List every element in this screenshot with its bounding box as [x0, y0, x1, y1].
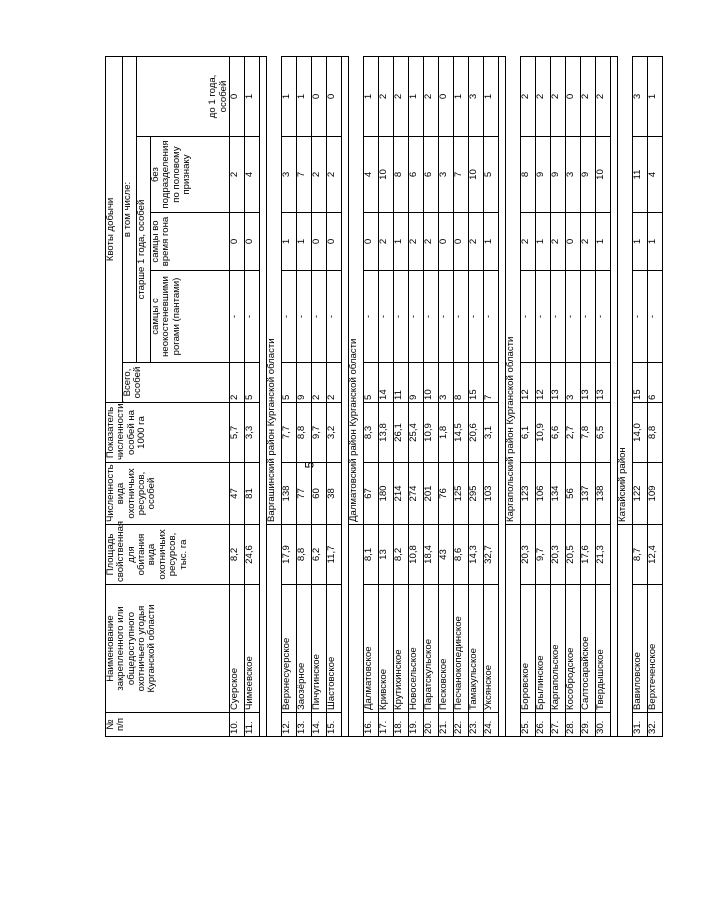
- header-males: самцы с неокостеневшими рогами (пантами): [151, 271, 230, 363]
- cell-area: 21,3: [596, 525, 611, 585]
- cell-young: 2: [536, 56, 551, 136]
- header-count: Численность вида охотничьих ресурсов, особей: [106, 463, 230, 525]
- cell-males: -: [297, 271, 312, 363]
- cell-total: 13: [551, 363, 566, 403]
- cell-nosex: 8: [521, 137, 536, 213]
- cell-young: 1: [484, 56, 499, 136]
- cell-no: 26.: [536, 713, 551, 737]
- cell-total: 2: [312, 363, 327, 403]
- cell-young: 1: [409, 56, 424, 136]
- cell-males: -: [581, 271, 596, 363]
- cell-rut: 0: [245, 213, 260, 271]
- cell-total: 5: [245, 363, 260, 403]
- cell-rut: 2: [551, 213, 566, 271]
- table-row: [245, 56, 260, 736]
- cell-no: 15.: [327, 713, 342, 737]
- cell-count: 134: [551, 463, 566, 525]
- table-row: [282, 56, 297, 736]
- cell-count: 109: [648, 463, 663, 525]
- cell-males: -: [633, 271, 648, 363]
- cell-males: -: [282, 271, 297, 363]
- cell-area: 12,4: [648, 525, 663, 585]
- header-older: старше 1 года, особей: [137, 137, 151, 363]
- cell-nosex: 2: [312, 137, 327, 213]
- cell-nosex: 10: [379, 137, 394, 213]
- cell-no: 29.: [581, 713, 596, 737]
- cell-density: 8,8: [297, 403, 312, 463]
- cell-rut: 0: [327, 213, 342, 271]
- cell-area: 8,2: [394, 525, 409, 585]
- cell-young: 0: [566, 56, 581, 136]
- cell-name: Новосельское: [409, 585, 424, 713]
- cell-density: 25,4: [409, 403, 424, 463]
- cell-males: -: [596, 271, 611, 363]
- cell-young: 2: [596, 56, 611, 136]
- cell-rut: 2: [424, 213, 439, 271]
- cell-no: 31.: [633, 713, 648, 737]
- cell-density: 3,2: [327, 403, 342, 463]
- cell-no: 20.: [424, 713, 439, 737]
- cell-no: 30.: [596, 713, 611, 737]
- cell-density: 7,8: [581, 403, 596, 463]
- cell-area: 18,4: [424, 525, 439, 585]
- cell-nosex: 3: [439, 137, 454, 213]
- cell-area: 14,3: [469, 525, 484, 585]
- cell-rut: 1: [394, 213, 409, 271]
- cell-count: 274: [409, 463, 424, 525]
- cell-no: 28.: [566, 713, 581, 737]
- cell-young: 2: [394, 56, 409, 136]
- cell-area: 20,3: [521, 525, 536, 585]
- header-rut: самцы во время гона: [151, 213, 230, 271]
- header-area: Площадь свойственная для обитания вида охотничьих ресурсов, тыс. га: [106, 525, 230, 585]
- cell-rut: 1: [282, 213, 297, 271]
- cell-nosex: 11: [633, 137, 648, 213]
- table-row: [424, 56, 439, 736]
- cell-males: -: [551, 271, 566, 363]
- region-row-blank: [506, 525, 521, 737]
- cell-area: 10,8: [409, 525, 424, 585]
- cell-area: 11,7: [327, 525, 342, 585]
- cell-no: 23.: [469, 713, 484, 737]
- cell-density: 7,7: [282, 403, 297, 463]
- cell-young: 2: [551, 56, 566, 136]
- cell-no: 19.: [409, 713, 424, 737]
- cell-no: 22.: [454, 713, 469, 737]
- cell-count: 38: [327, 463, 342, 525]
- table-row: [566, 56, 581, 736]
- cell-count: 47: [230, 463, 245, 525]
- cell-males: -: [566, 271, 581, 363]
- cell-no: 14.: [312, 713, 327, 737]
- cell-nosex: 5: [484, 137, 499, 213]
- cell-no: 16.: [364, 713, 379, 737]
- cell-young: 1: [454, 56, 469, 136]
- cell-name: Твердышское: [596, 585, 611, 713]
- cell-nosex: 10: [596, 137, 611, 213]
- cell-young: 0: [312, 56, 327, 136]
- cell-name: Шастовское: [327, 585, 342, 713]
- cell-rut: 0: [566, 213, 581, 271]
- cell-density: 3,3: [245, 403, 260, 463]
- cell-nosex: 7: [297, 137, 312, 213]
- table-row: [484, 56, 499, 736]
- table-row: [439, 56, 454, 736]
- cell-name: Заозёрное: [297, 585, 312, 713]
- cell-nosex: 4: [245, 137, 260, 213]
- cell-count: 76: [439, 463, 454, 525]
- cell-density: 1,8: [439, 403, 454, 463]
- table-row: [596, 56, 611, 736]
- cell-count: 60: [312, 463, 327, 525]
- table-row: [409, 56, 424, 736]
- cell-area: 8,6: [454, 525, 469, 585]
- cell-count: 214: [394, 463, 409, 525]
- cell-total: 10: [424, 363, 439, 403]
- region-row-blank: [349, 525, 364, 737]
- table-row: [379, 56, 394, 736]
- cell-area: 17,6: [581, 525, 596, 585]
- cell-name: Паратскульское: [424, 585, 439, 713]
- table-row: [327, 56, 342, 736]
- cell-count: 295: [469, 463, 484, 525]
- cell-density: 10,9: [536, 403, 551, 463]
- cell-count: 138: [282, 463, 297, 525]
- cell-count: 103: [484, 463, 499, 525]
- cell-total: 11: [394, 363, 409, 403]
- cell-total: 3: [566, 363, 581, 403]
- cell-rut: 2: [409, 213, 424, 271]
- cell-no: 13.: [297, 713, 312, 737]
- cell-area: 24,6: [245, 525, 260, 585]
- cell-count: 138: [596, 463, 611, 525]
- table-row: [536, 56, 551, 736]
- cell-nosex: 6: [409, 137, 424, 213]
- cell-males: -: [521, 271, 536, 363]
- cell-count: 122: [633, 463, 648, 525]
- cell-young: 3: [633, 56, 648, 136]
- cell-rut: 0: [364, 213, 379, 271]
- cell-nosex: 9: [551, 137, 566, 213]
- cell-no: 25.: [521, 713, 536, 737]
- header-nosex: без подразделения по половому признаку: [151, 137, 230, 213]
- cell-total: 12: [536, 363, 551, 403]
- cell-males: -: [484, 271, 499, 363]
- cell-name: Каргапольское: [551, 585, 566, 713]
- cell-rut: 1: [648, 213, 663, 271]
- cell-no: 18.: [394, 713, 409, 737]
- quota-table: [105, 56, 663, 737]
- cell-no: 12.: [282, 713, 297, 737]
- cell-name: Брылинское: [536, 585, 551, 713]
- cell-rut: 2: [469, 213, 484, 271]
- cell-area: 9,7: [536, 525, 551, 585]
- cell-no: 10.: [230, 713, 245, 737]
- cell-density: 6,1: [521, 403, 536, 463]
- cell-count: 77: [297, 463, 312, 525]
- cell-total: 12: [521, 363, 536, 403]
- header-younger: до 1 года, особей: [137, 56, 230, 136]
- cell-name: Пичугинское: [312, 585, 327, 713]
- cell-name: Суерское: [230, 585, 245, 713]
- cell-name: Тамакульское: [469, 585, 484, 713]
- page-number: 5: [302, 461, 317, 469]
- cell-count: 81: [245, 463, 260, 525]
- cell-count: 137: [581, 463, 596, 525]
- cell-density: 20,6: [469, 403, 484, 463]
- cell-rut: 1: [536, 213, 551, 271]
- region-header-row: [618, 56, 633, 736]
- header-total: Всего, особей: [123, 363, 230, 403]
- region-title: Катайский район: [618, 56, 633, 524]
- cell-rut: 2: [379, 213, 394, 271]
- cell-area: 20,5: [566, 525, 581, 585]
- cell-males: -: [327, 271, 342, 363]
- cell-total: 5: [364, 363, 379, 403]
- cell-total: 3: [439, 363, 454, 403]
- cell-name: Салтосарайское: [581, 585, 596, 713]
- cell-area: 13: [379, 525, 394, 585]
- region-title: Далматовский район Курганской области: [349, 56, 364, 524]
- rotated-table-container: [105, 57, 710, 737]
- cell-name: Верхнесуерское: [282, 585, 297, 713]
- cell-density: 6,5: [596, 403, 611, 463]
- cell-total: 9: [297, 363, 312, 403]
- cell-males: -: [230, 271, 245, 363]
- cell-rut: 1: [596, 213, 611, 271]
- cell-count: 201: [424, 463, 439, 525]
- cell-name: Кривское: [379, 585, 394, 713]
- cell-area: 8,2: [230, 525, 245, 585]
- header-incl: в том числе:: [123, 56, 137, 362]
- cell-density: 14,5: [454, 403, 469, 463]
- region-header-row: [506, 56, 521, 736]
- cell-rut: 0: [454, 213, 469, 271]
- cell-name: Кособродское: [566, 585, 581, 713]
- region-row-blank: [267, 525, 282, 737]
- cell-count: 67: [364, 463, 379, 525]
- cell-density: 2,7: [566, 403, 581, 463]
- cell-name: Вавиловское: [633, 585, 648, 713]
- cell-nosex: 10: [469, 137, 484, 213]
- cell-density: 3,1: [484, 403, 499, 463]
- cell-total: 9: [409, 363, 424, 403]
- cell-density: 6,6: [551, 403, 566, 463]
- cell-males: -: [536, 271, 551, 363]
- region-header-row: [349, 56, 364, 736]
- table-row: [454, 56, 469, 736]
- cell-total: 13: [581, 363, 596, 403]
- cell-name: Уксянское: [484, 585, 499, 713]
- cell-total: 14: [379, 363, 394, 403]
- cell-area: 43: [439, 525, 454, 585]
- group-spacer: [611, 56, 618, 736]
- cell-young: 0: [439, 56, 454, 136]
- table-row: [469, 56, 484, 736]
- cell-no: 21.: [439, 713, 454, 737]
- table-row: [297, 56, 312, 736]
- cell-density: 10,9: [424, 403, 439, 463]
- cell-area: 20,3: [551, 525, 566, 585]
- cell-density: 9,7: [312, 403, 327, 463]
- cell-nosex: 7: [454, 137, 469, 213]
- cell-area: 8,8: [297, 525, 312, 585]
- cell-males: -: [364, 271, 379, 363]
- cell-count: 56: [566, 463, 581, 525]
- cell-area: 8,7: [633, 525, 648, 585]
- cell-rut: 1: [484, 213, 499, 271]
- cell-rut: 2: [581, 213, 596, 271]
- cell-nosex: 8: [394, 137, 409, 213]
- cell-no: 11.: [245, 713, 260, 737]
- cell-nosex: 9: [581, 137, 596, 213]
- cell-males: -: [424, 271, 439, 363]
- cell-density: 14,0: [633, 403, 648, 463]
- cell-total: 2: [230, 363, 245, 403]
- cell-nosex: 3: [566, 137, 581, 213]
- cell-density: 26,1: [394, 403, 409, 463]
- cell-rut: 2: [521, 213, 536, 271]
- cell-nosex: 9: [536, 137, 551, 213]
- region-row-blank: [618, 525, 633, 737]
- cell-young: 1: [297, 56, 312, 136]
- cell-total: 2: [327, 363, 342, 403]
- cell-no: 17.: [379, 713, 394, 737]
- cell-rut: 1: [633, 213, 648, 271]
- cell-name: Песковское: [439, 585, 454, 713]
- cell-males: -: [245, 271, 260, 363]
- table-header: [106, 56, 230, 736]
- cell-rut: 0: [312, 213, 327, 271]
- cell-name: Далматовское: [364, 585, 379, 713]
- cell-young: 1: [648, 56, 663, 136]
- cell-area: 32,7: [484, 525, 499, 585]
- region-title: Варгашинский район Курганской области: [267, 56, 282, 524]
- cell-young: 1: [245, 56, 260, 136]
- cell-young: 2: [379, 56, 394, 136]
- cell-name: Боровское: [521, 585, 536, 713]
- header-quota: Квоты добычи: [106, 56, 123, 402]
- cell-males: -: [409, 271, 424, 363]
- cell-nosex: 6: [424, 137, 439, 213]
- header-no: № п/п: [106, 713, 230, 737]
- cell-young: 2: [521, 56, 536, 136]
- table-row: [521, 56, 536, 736]
- cell-density: 8,8: [648, 403, 663, 463]
- cell-rut: 1: [297, 213, 312, 271]
- cell-name: Песчанокопединское: [454, 585, 469, 713]
- table-row: [394, 56, 409, 736]
- cell-males: -: [648, 271, 663, 363]
- cell-area: 8,1: [364, 525, 379, 585]
- cell-rut: 0: [230, 213, 245, 271]
- cell-total: 7: [484, 363, 499, 403]
- cell-nosex: 2: [327, 137, 342, 213]
- cell-males: -: [312, 271, 327, 363]
- cell-name: Крутихинское: [394, 585, 409, 713]
- cell-total: 15: [633, 363, 648, 403]
- table-row: [230, 56, 245, 736]
- region-header-row: [267, 56, 282, 736]
- cell-young: 1: [282, 56, 297, 136]
- cell-total: 8: [454, 363, 469, 403]
- cell-density: 5,7: [230, 403, 245, 463]
- table-row: [364, 56, 379, 736]
- cell-no: 27.: [551, 713, 566, 737]
- cell-area: 17,9: [282, 525, 297, 585]
- cell-count: 106: [536, 463, 551, 525]
- cell-young: 1: [364, 56, 379, 136]
- cell-count: 180: [379, 463, 394, 525]
- cell-males: -: [454, 271, 469, 363]
- table-row: [648, 56, 663, 736]
- header-density: Показатель численности, особей на 1000 га: [106, 403, 230, 463]
- cell-young: 3: [469, 56, 484, 136]
- cell-nosex: 4: [648, 137, 663, 213]
- cell-total: 6: [648, 363, 663, 403]
- cell-no: 32.: [648, 713, 663, 737]
- cell-nosex: 4: [364, 137, 379, 213]
- cell-name: Чимеевское: [245, 585, 260, 713]
- cell-males: -: [394, 271, 409, 363]
- cell-area: 6,2: [312, 525, 327, 585]
- cell-count: 125: [454, 463, 469, 525]
- cell-young: 0: [327, 56, 342, 136]
- cell-density: 8,3: [364, 403, 379, 463]
- table-row: [312, 56, 327, 736]
- cell-no: 24.: [484, 713, 499, 737]
- cell-count: 123: [521, 463, 536, 525]
- cell-young: 0: [230, 56, 245, 136]
- table-row: [633, 56, 648, 736]
- cell-males: -: [469, 271, 484, 363]
- table-row: [581, 56, 596, 736]
- cell-total: 15: [469, 363, 484, 403]
- region-title: Каргапольский район Курганской области: [506, 56, 521, 524]
- cell-rut: 0: [439, 213, 454, 271]
- cell-name: Верхтеченское: [648, 585, 663, 713]
- table-body: [230, 56, 663, 736]
- cell-density: 13,8: [379, 403, 394, 463]
- cell-young: 2: [424, 56, 439, 136]
- cell-young: 2: [581, 56, 596, 136]
- table-row: [551, 56, 566, 736]
- header-name: Наименование закрепленного или общедоступного охотничьего угодья Курганской области: [106, 585, 230, 713]
- cell-total: 5: [282, 363, 297, 403]
- cell-males: -: [439, 271, 454, 363]
- cell-total: 13: [596, 363, 611, 403]
- cell-nosex: 2: [230, 137, 245, 213]
- cell-nosex: 3: [282, 137, 297, 213]
- cell-males: -: [379, 271, 394, 363]
